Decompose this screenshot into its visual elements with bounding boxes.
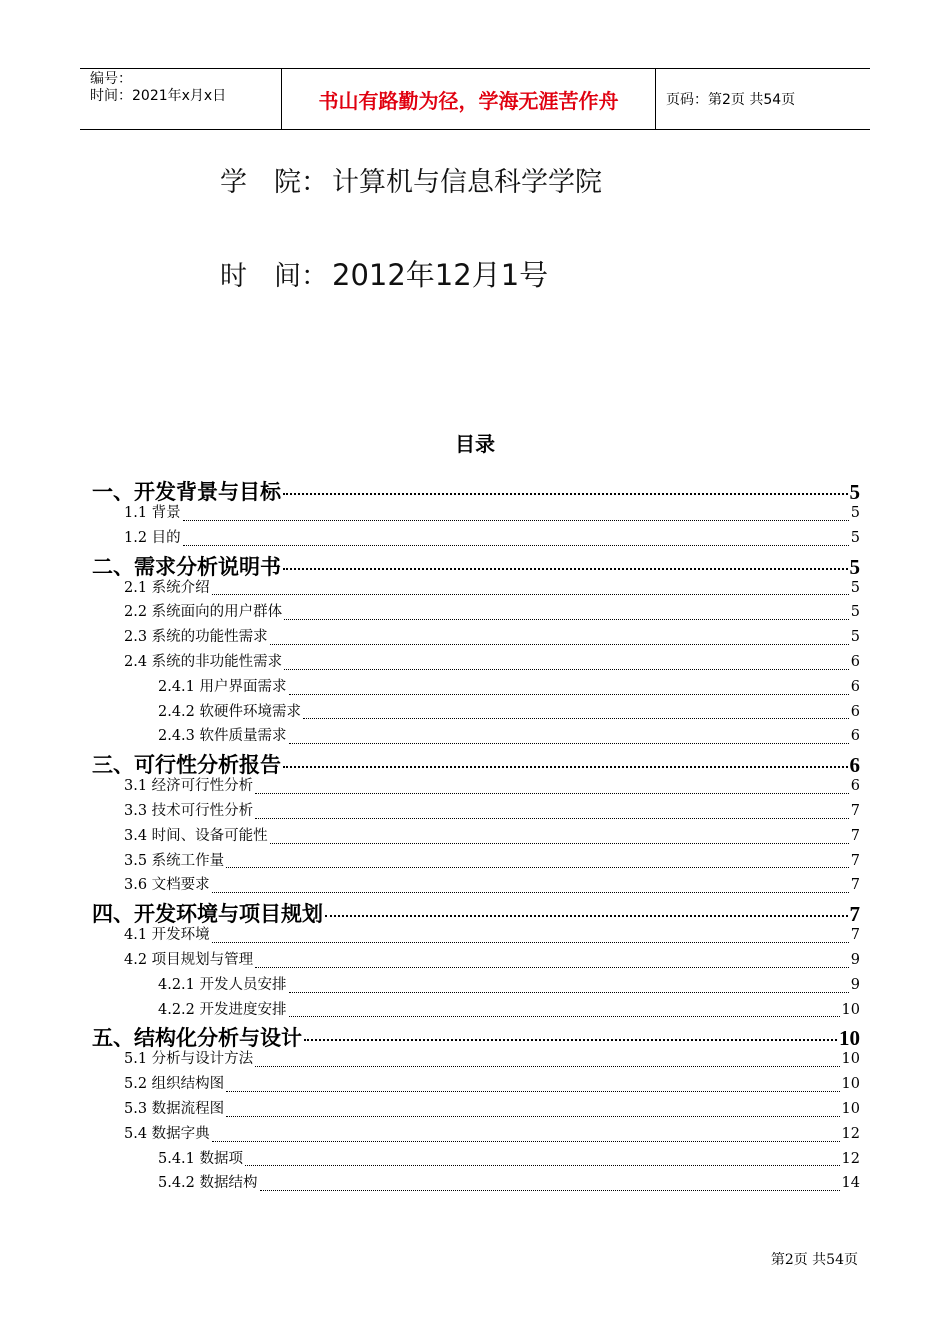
toc-entry[interactable]	[92, 551, 860, 579]
toc-entry[interactable]	[92, 873, 860, 898]
toc-entry-text: 2.1 系统介绍	[124, 579, 210, 596]
toc-entry-text: 二、需求分析说明书	[92, 554, 281, 579]
header-motto: 书山有路勤为径，学海无涯苦作舟	[282, 69, 656, 129]
toc-leader-dots	[284, 668, 849, 670]
college-label: 学 院：	[220, 167, 328, 198]
toc-leader-dots	[325, 914, 848, 917]
toc-entry-page: 6	[850, 678, 860, 695]
toc-entry-text: 4.2 项目规划与管理	[124, 951, 254, 968]
toc-entry-text: 五、结构化分析与设计	[92, 1026, 302, 1051]
toc-entry[interactable]	[92, 1171, 860, 1196]
toc-leader-dots	[284, 618, 849, 620]
toc-entry[interactable]	[92, 476, 860, 504]
toc-leader-dots	[255, 817, 849, 819]
table-of-contents	[92, 476, 860, 1196]
toc-entry[interactable]	[92, 650, 860, 675]
page-footer: 第2页 共54页	[770, 1252, 858, 1268]
toc-entry-page: 14	[841, 1175, 860, 1192]
toc-leader-dots	[255, 966, 849, 968]
toc-entry-text: 4.2.1 开发人员安排	[158, 976, 287, 993]
toc-leader-dots	[283, 765, 848, 768]
header-time-label: 时间：2021年x月x日	[90, 88, 227, 104]
toc-entry-text: 3.5 系统工作量	[124, 852, 225, 869]
toc-leader-dots	[283, 492, 848, 495]
toc-leader-dots	[183, 519, 849, 521]
toc-leader-dots	[260, 1189, 840, 1191]
toc-entry[interactable]	[92, 625, 860, 650]
toc-entry[interactable]	[92, 576, 860, 601]
toc-entry-text: 5.4 数据字典	[124, 1125, 210, 1142]
toc-entry-page: 6	[850, 778, 860, 795]
toc-entry-page: 6	[850, 653, 860, 670]
toc-entry[interactable]	[92, 1122, 860, 1147]
toc-entry[interactable]	[92, 526, 860, 551]
toc-leader-dots	[255, 1065, 839, 1067]
toc-entry-text: 2.3 系统的功能性需求	[124, 629, 268, 646]
toc-entry[interactable]	[92, 923, 860, 948]
toc-entry-text: 5.1 分析与设计方法	[124, 1051, 254, 1068]
toc-entry-text: 三、可行性分析报告	[92, 753, 281, 778]
college-value: 计算机与信息科学学院	[332, 167, 602, 198]
date-line	[220, 253, 548, 294]
toc-entry-page: 5	[850, 629, 860, 646]
toc-entry-text: 2.2 系统面向的用户群体	[124, 604, 283, 621]
toc-entry-text: 4.2.2 开发进度安排	[158, 1001, 287, 1018]
toc-entry[interactable]	[92, 700, 860, 725]
toc-entry-text: 2.4 系统的非功能性需求	[124, 653, 283, 670]
toc-entry[interactable]	[92, 824, 860, 849]
toc-entry-text: 一、开发背景与目标	[92, 480, 281, 504]
toc-entry-text: 3.4 时间、设备可能性	[124, 827, 268, 844]
toc-leader-dots	[289, 693, 849, 695]
toc-entry-page: 7	[850, 877, 860, 894]
toc-entry-page: 5	[849, 480, 860, 504]
header-page-info: 页码：第2页 共54页	[666, 92, 796, 108]
toc-entry-text: 2.4.2 软硬件环境需求	[158, 703, 302, 720]
toc-entry-text: 2.4.1 用户界面需求	[158, 678, 287, 695]
toc-leader-dots	[212, 1140, 840, 1142]
toc-entry-page: 7	[850, 852, 860, 869]
toc-entry-page: 10	[841, 1100, 860, 1117]
toc-entry-page: 7	[850, 827, 860, 844]
toc-entry-text: 5.4.2 数据结构	[158, 1175, 258, 1192]
toc-entry[interactable]	[92, 724, 860, 749]
toc-entry[interactable]	[92, 948, 860, 973]
header-number-label: 编号：	[90, 71, 132, 87]
toc-entry[interactable]	[92, 998, 860, 1023]
toc-entry[interactable]	[92, 799, 860, 824]
toc-leader-dots	[212, 593, 849, 595]
toc-entry-page: 5	[849, 554, 860, 579]
toc-entry[interactable]	[92, 675, 860, 700]
toc-entry-page: 5	[850, 505, 860, 521]
toc-leader-dots	[270, 842, 849, 844]
toc-leader-dots	[245, 1164, 840, 1166]
toc-entry[interactable]	[92, 898, 860, 927]
toc-leader-dots	[212, 891, 849, 893]
toc-entry[interactable]	[92, 1097, 860, 1122]
toc-entry[interactable]	[92, 600, 860, 625]
toc-entry-text: 5.2 组织结构图	[124, 1076, 225, 1093]
toc-entry-text: 3.1 经济可行性分析	[124, 778, 254, 795]
toc-leader-dots	[212, 941, 849, 943]
toc-entry-page: 6	[850, 728, 860, 745]
header-meta	[80, 69, 282, 129]
toc-entry-page: 10	[841, 1051, 860, 1068]
toc-entry[interactable]	[92, 973, 860, 998]
page-header	[80, 68, 870, 130]
toc-entry[interactable]	[92, 1047, 860, 1072]
toc-leader-dots	[289, 1015, 840, 1017]
toc-entry-text: 3.6 文档要求	[124, 877, 210, 894]
toc-entry-page: 12	[841, 1125, 860, 1142]
toc-entry[interactable]	[92, 774, 860, 799]
toc-entry-page: 7	[850, 802, 860, 819]
toc-entry-text: 4.1 开发环境	[124, 927, 210, 944]
toc-entry-text: 5.3 数据流程图	[124, 1100, 225, 1117]
toc-title: 目录	[455, 432, 495, 456]
toc-entry-page: 7	[850, 927, 860, 944]
toc-leader-dots	[226, 1115, 839, 1117]
toc-entry-page: 6	[850, 703, 860, 720]
toc-leader-dots	[183, 544, 849, 546]
toc-entry-page: 5	[850, 604, 860, 621]
toc-entry[interactable]	[92, 1147, 860, 1172]
toc-entry-text: 3.3 技术可行性分析	[124, 802, 254, 819]
toc-entry-page: 5	[850, 579, 860, 596]
toc-entry-page: 7	[849, 902, 860, 927]
toc-entry-page: 5	[850, 529, 860, 546]
toc-leader-dots	[226, 866, 849, 868]
date-label: 时 间：	[220, 261, 328, 292]
toc-leader-dots	[303, 717, 849, 719]
toc-entry-page: 10	[841, 1001, 860, 1018]
toc-entry-page: 10	[839, 1026, 860, 1051]
toc-entry-page: 6	[849, 753, 860, 778]
toc-entry[interactable]	[92, 849, 860, 874]
toc-leader-dots	[255, 792, 849, 794]
toc-entry-text: 5.4.1 数据项	[158, 1150, 244, 1167]
toc-entry[interactable]	[92, 1022, 860, 1051]
date-value: 2012年12月1号	[332, 258, 549, 292]
college-line	[220, 160, 602, 199]
toc-leader-dots	[289, 742, 849, 744]
toc-leader-dots	[289, 991, 849, 993]
toc-entry[interactable]	[92, 1072, 860, 1097]
toc-leader-dots	[270, 643, 849, 645]
toc-entry-text: 2.4.3 软件质量需求	[158, 728, 287, 745]
toc-entry-page: 9	[850, 976, 860, 993]
toc-entry-text: 1.1 背景	[124, 505, 181, 521]
toc-entry-page: 12	[841, 1150, 860, 1167]
toc-leader-dots	[226, 1090, 839, 1092]
toc-leader-dots	[283, 567, 848, 570]
toc-entry-page: 10	[841, 1076, 860, 1093]
toc-entry-page: 9	[850, 951, 860, 968]
toc-leader-dots	[304, 1038, 837, 1041]
toc-entry-text: 四、开发环境与项目规划	[92, 902, 323, 927]
toc-entry[interactable]	[92, 749, 860, 778]
toc-entry-text: 1.2 目的	[124, 529, 181, 546]
